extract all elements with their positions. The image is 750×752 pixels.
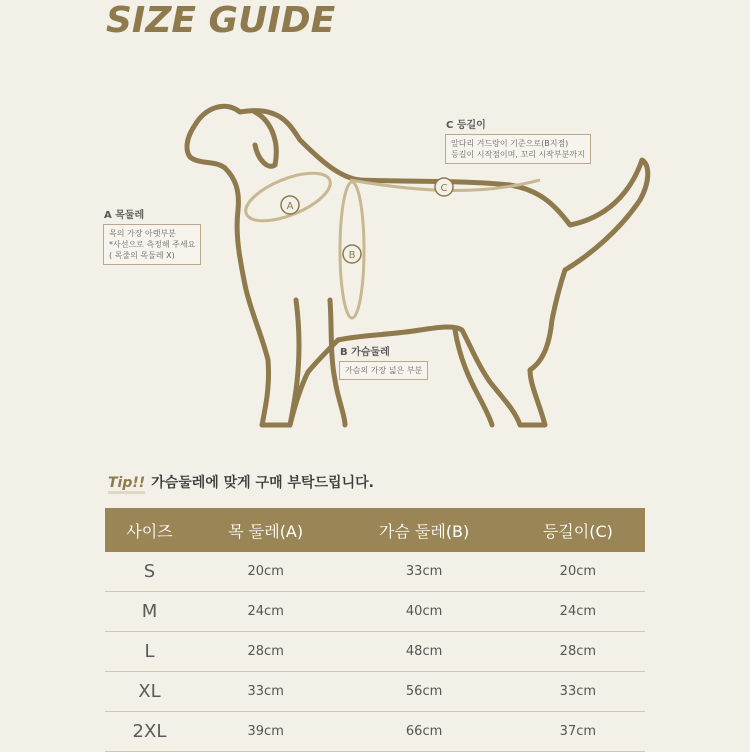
tip-label: Tip!! xyxy=(108,475,145,494)
cell-back: 28cm xyxy=(511,632,645,672)
cell-size: L xyxy=(105,632,194,672)
label-neck-line: 목의 가장 아랫부분 xyxy=(109,229,176,238)
label-chest-line: 가슴의 가장 넓은 부분 xyxy=(345,366,423,375)
cell-back: 24cm xyxy=(511,592,645,632)
cell-size: M xyxy=(105,592,194,632)
cell-back: 20cm xyxy=(511,552,645,592)
cell-back: 37cm xyxy=(511,712,645,752)
table-row xyxy=(105,712,645,752)
cell-size: 2XL xyxy=(105,712,194,752)
header-chest: 가슴 둘레(B) xyxy=(337,508,510,552)
cell-neck: 24cm xyxy=(194,592,338,632)
marker-b: B xyxy=(348,250,356,261)
table-row xyxy=(105,632,645,672)
label-back-line: 등길이 시작점이며, 꼬리 시작부분까지 xyxy=(451,150,585,159)
label-chest-box xyxy=(339,361,428,380)
header-size: 사이즈 xyxy=(105,508,194,552)
cell-size: S xyxy=(105,552,194,592)
label-back-line: 앞다리 겨드랑이 기준으로(B지점) xyxy=(451,139,569,148)
label-back-title: C 등길이 xyxy=(446,120,486,131)
tip-banner xyxy=(108,472,374,492)
page-title: SIZE GUIDE xyxy=(106,0,336,41)
cell-chest: 66cm xyxy=(337,712,510,752)
cell-neck: 20cm xyxy=(194,552,338,592)
cell-chest: 40cm xyxy=(337,592,510,632)
table-row xyxy=(105,552,645,592)
table-row xyxy=(105,672,645,712)
tip-text: 가슴둘레에 맞게 구매 부탁드립니다. xyxy=(151,475,374,491)
cell-neck: 39cm xyxy=(194,712,338,752)
marker-c: C xyxy=(440,183,448,194)
label-chest-title: B 가슴둘레 xyxy=(340,347,390,358)
label-neck-line: *사선으로 측정해 주세요 xyxy=(109,240,196,249)
table-header-row xyxy=(105,508,645,552)
marker-a: A xyxy=(286,201,294,212)
cell-back: 33cm xyxy=(511,672,645,712)
label-neck-box xyxy=(103,224,201,265)
table-row xyxy=(105,592,645,632)
label-neck-line: ( 목줄의 목둘레 X) xyxy=(109,251,175,260)
label-back-box xyxy=(445,134,591,164)
cell-neck: 33cm xyxy=(194,672,338,712)
cell-neck: 28cm xyxy=(194,632,338,672)
cell-chest: 48cm xyxy=(337,632,510,672)
cell-chest: 56cm xyxy=(337,672,510,712)
header-neck: 목 둘레(A) xyxy=(194,508,338,552)
size-table xyxy=(105,508,645,752)
cell-chest: 33cm xyxy=(337,552,510,592)
label-neck-title: A 목둘레 xyxy=(104,210,145,221)
cell-size: XL xyxy=(105,672,194,712)
header-back: 등길이(C) xyxy=(511,508,645,552)
